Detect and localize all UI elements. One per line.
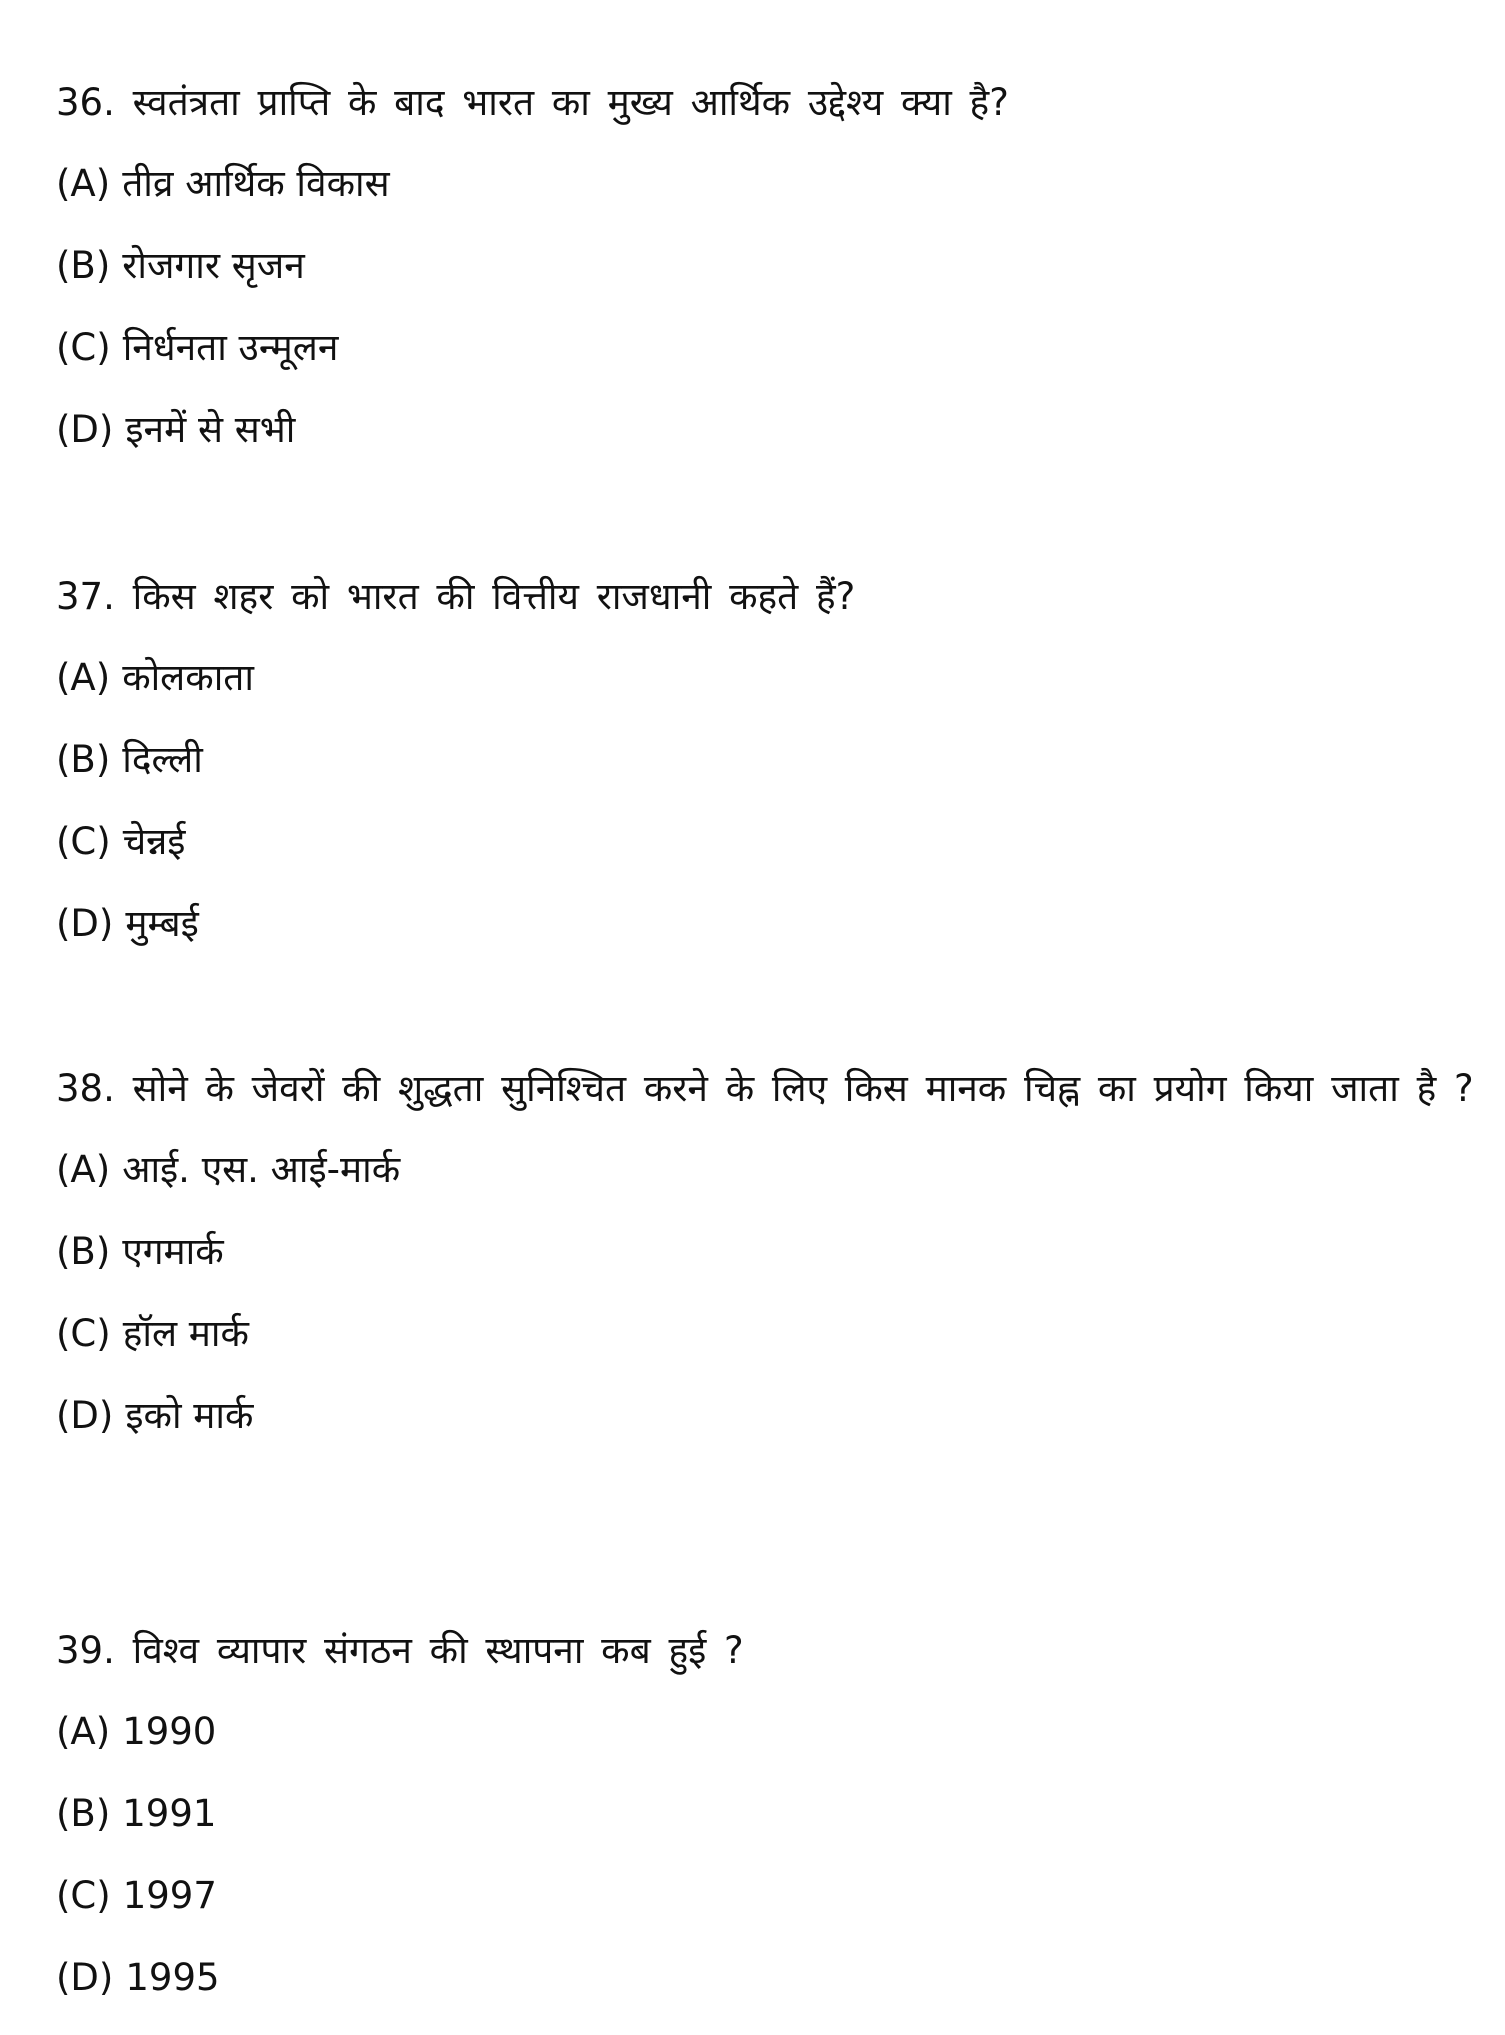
question-stem: किस शहर को भारत की वित्तीय राजधानी कहते हैं?: [132, 575, 856, 618]
question-number: 37.: [56, 575, 115, 618]
option-d: [56, 899, 1475, 981]
option-text: रोजगार सृजन: [122, 244, 305, 287]
option-d: [56, 1391, 1475, 1473]
option-c: [56, 817, 1475, 899]
option-letter: (A): [56, 1710, 111, 1753]
option-c: [56, 1871, 1475, 1953]
option-text: हॉल मार्क: [122, 1312, 249, 1355]
option-letter: (D): [56, 1394, 114, 1437]
option-letter: (C): [56, 820, 111, 863]
option-letter: (B): [56, 738, 111, 781]
option-a: [56, 653, 1475, 735]
option-d: [56, 1953, 1475, 2035]
question-text: [56, 1055, 1475, 1122]
option-c: [56, 1309, 1475, 1391]
option-text: एगमार्क: [122, 1230, 224, 1273]
question-number: 38.: [56, 1067, 115, 1110]
option-letter: (C): [56, 1874, 111, 1917]
option-letter: (A): [56, 1148, 111, 1191]
option-a: [56, 159, 1475, 241]
option-d: [56, 405, 1475, 487]
option-text: इको मार्क: [125, 1394, 254, 1437]
option-letter: (D): [56, 408, 114, 451]
question-number: 36.: [56, 81, 115, 124]
option-letter: (D): [56, 1956, 114, 1999]
option-a: [56, 1145, 1475, 1227]
option-b: [56, 735, 1475, 817]
option-b: [56, 1789, 1475, 1871]
option-letter: (B): [56, 1230, 111, 1273]
option-text: चेन्नई: [122, 820, 186, 863]
option-text: दिल्ली: [122, 738, 203, 781]
option-letter: (D): [56, 902, 114, 945]
option-text: तीव्र आर्थिक विकास: [122, 162, 390, 205]
question-text: [56, 69, 1475, 136]
option-text: 1990: [122, 1710, 217, 1753]
option-b: [56, 241, 1475, 323]
option-b: [56, 1227, 1475, 1309]
question-text: [56, 563, 1475, 630]
question-39: [56, 1625, 1475, 2035]
option-letter: (C): [56, 326, 111, 369]
option-letter: (C): [56, 1312, 111, 1355]
question-37: [56, 571, 1475, 981]
option-text: कोलकाता: [122, 656, 254, 699]
option-text: 1991: [122, 1792, 217, 1835]
question-stem: विश्व व्यापार संगठन की स्थापना कब हुई ?: [132, 1629, 744, 1672]
question-38: [56, 1063, 1475, 1473]
option-letter: (B): [56, 1792, 111, 1835]
question-stem: स्वतंत्रता प्राप्ति के बाद भारत का मुख्य आर्थिक उद्देश्य क्या है?: [132, 81, 1009, 124]
question-number: 39.: [56, 1629, 115, 1672]
question-36: [56, 77, 1475, 487]
option-text: निर्धनता उन्मूलन: [122, 326, 339, 369]
option-letter: (A): [56, 656, 111, 699]
option-letter: (B): [56, 244, 111, 287]
option-text: 1997: [122, 1874, 217, 1917]
option-text: मुम्बई: [125, 902, 199, 945]
option-text: 1995: [125, 1956, 220, 1999]
question-stem: सोने के जेवरों की शुद्धता सुनिश्चित करने के लिए किस मानक चिह्न का प्रयोग किया जाता है ?: [132, 1067, 1474, 1110]
option-a: [56, 1707, 1475, 1789]
question-text: [56, 1617, 1475, 1684]
option-text: इनमें से सभी: [125, 408, 296, 451]
option-text: आई. एस. आई-मार्क: [122, 1148, 401, 1191]
option-c: [56, 323, 1475, 405]
option-letter: (A): [56, 162, 111, 205]
